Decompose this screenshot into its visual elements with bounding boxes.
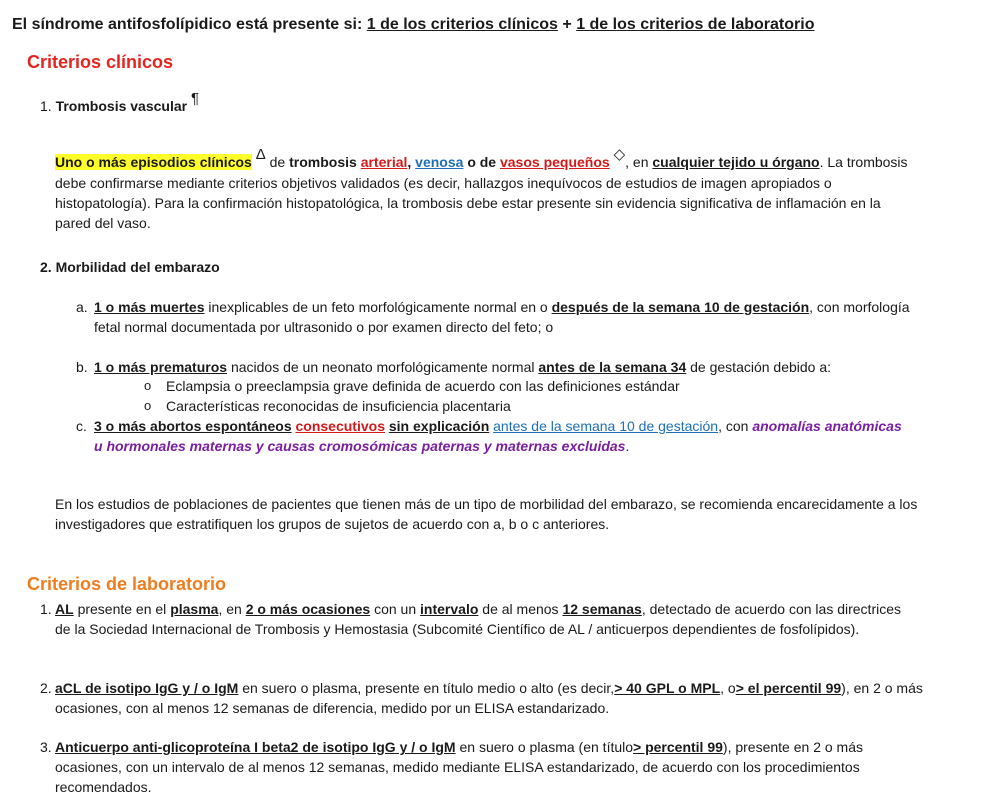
- any-tissue-term: cualquier tejido u órgano: [652, 154, 820, 170]
- text-o-de: o de: [467, 154, 497, 170]
- before-week-10-term: antes de la semana 10 de gestación: [493, 418, 719, 434]
- lab-item-2-text-2: , o: [720, 680, 736, 696]
- venosa-term: venosa: [415, 154, 464, 170]
- lab-criteria-link[interactable]: 1 de los criterios de laboratorio: [576, 16, 815, 33]
- stratification-note: En los estudios de poblaciones de pacientes que tienen más de un tipo de morbilidad del embarazo, se recomienda encarecidamente a los investigadores que estratifiquen los grupos de sujetos de acuerdo con a, b o c anteriores.: [55, 496, 918, 532]
- item-c-label: c.: [76, 418, 87, 434]
- plus-sign: +: [562, 16, 572, 33]
- comma: ,: [407, 154, 412, 170]
- lab-item-3-text-1: en suero o plasma (en título: [459, 739, 634, 755]
- acl-isotype-term: aCL de isotipo IgG y / o IgM: [55, 680, 239, 696]
- item-a-text: [94, 297, 914, 337]
- item-b-text: [94, 357, 914, 377]
- al-term: AL: [55, 601, 74, 617]
- excluded-causes-text: anomalías anatómicas u hormonales maternas y causas cromosómicas paternas y maternas excluidas: [94, 418, 902, 454]
- lab-item-2-text: [55, 678, 935, 718]
- lab-item-1-number: 1.: [40, 601, 52, 617]
- pilcrow-symbol: ¶: [190, 90, 200, 107]
- clinical-criteria-link[interactable]: 1 de los criterios clínicos: [366, 16, 558, 33]
- percentile-99-term: > percentil 99: [633, 739, 723, 755]
- twelve-weeks-term: 12 semanas: [562, 601, 642, 617]
- lab-item-1-text-2: , en: [218, 601, 242, 617]
- percentile-99-term: > el percentil 99: [735, 680, 842, 696]
- unexplained-term: sin explicación: [388, 418, 490, 434]
- lab-item-2-number: 2.: [40, 680, 52, 696]
- item-b-text-2: de gestación debido a:: [690, 359, 832, 375]
- clinical-item-1-title: [40, 90, 940, 117]
- arterial-term: arterial: [360, 154, 408, 170]
- interval-term: intervalo: [420, 601, 479, 617]
- abortions-term: 3 o más abortos espontáneos: [94, 418, 292, 434]
- list-item: o Eclampsia o preeclampsia grave definida de acuerdo con las definiciones estándar: [144, 376, 904, 396]
- vascular-thrombosis-title: Trombosis vascular: [55, 98, 188, 114]
- consecutive-term: consecutivos: [295, 418, 385, 434]
- anti-b2gpi-term: Anticuerpo anti-glicoproteína I beta2 de isotipo IgG y / o IgM: [55, 739, 456, 755]
- small-vessels-term: vasos pequeños: [499, 154, 610, 170]
- item-a-label: a.: [76, 299, 88, 315]
- header-line: [12, 14, 972, 36]
- gpl-mpl-term: > 40 GPL o MPL: [614, 680, 721, 696]
- lab-item-1-text: [55, 599, 915, 639]
- pregnancy-morbidity-title: Morbilidad del embarazo: [55, 259, 220, 275]
- lab-item-1-text-5: , detectado de acuerdo con las directrices de la Sociedad Internacional de Trombosis y Hemostasia (Subcomité Científico de AL / anticuerpos dependientes de fosfolípidos).: [55, 601, 902, 637]
- lab-criteria-heading: Criterios de laboratorio: [27, 574, 227, 594]
- lab-item-2-text-1: en suero o plasma, presente en título medio o alto (es decir,: [242, 680, 615, 696]
- item-b-label: b.: [76, 359, 88, 375]
- premature-term: 1 o más prematuros: [94, 359, 228, 375]
- diamond-symbol: ◇: [613, 146, 626, 163]
- delta-symbol: Δ: [255, 146, 266, 163]
- premature-causes-list: [144, 376, 904, 416]
- highlighted-episodes: Uno o más episodios clínicos: [55, 154, 252, 170]
- item-c-text-2: .: [625, 438, 630, 454]
- lab-item-1-text-3: con un: [374, 601, 417, 617]
- thrombosis-confirmation-text: . La trombosis debe confirmarse mediante criterios objetivos validados (es decir, hallazgos inequívocos de estudios de imagen apropiados o histopatología). Para la confirmación histopatológica, la trombosis debe estar presente sin evidencia significativa de inflamación en la pared del vaso.: [55, 154, 908, 231]
- item-b-text-1: nacidos de un neonato morfológicamente normal: [230, 359, 535, 375]
- lab-item-2-text-3: ), en 2 o más ocasiones, con al menos 12 semanas de diferencia, medido por un ELISA estandarizado.: [55, 680, 923, 716]
- clinical-item-2-title: [40, 257, 220, 277]
- text-de: de: [269, 154, 286, 170]
- fetal-deaths-term: 1 o más muertes: [94, 299, 205, 315]
- header-lead: El síndrome antifosfolípidico está presente si:: [12, 16, 363, 33]
- lab-item-1-text-1: presente en el: [77, 601, 167, 617]
- text-en: , en: [625, 154, 649, 170]
- clinical-criteria-heading: Criterios clínicos: [27, 52, 174, 72]
- clinical-item-1-body: [55, 146, 915, 233]
- week-10-term: después de la semana 10 de gestación: [551, 299, 810, 315]
- item-number: 1.: [40, 98, 52, 114]
- item-a-text-2: , con morfología fetal normal documentada por ultrasonido o por examen directo del feto; o: [94, 299, 910, 335]
- list-item: o Características reconocidas de insuficiencia placentaria: [144, 396, 904, 416]
- item-a-text-1: inexplicables de un feto morfológicamente normal en o: [208, 299, 548, 315]
- lab-item-3-number: 3.: [40, 739, 52, 755]
- lab-item-3-text-2: ), presente en 2 o más ocasiones, con un intervalo de al menos 12 semanas, medido mediante ELISA estandarizado, de acuerdo con los procedimientos recomendados.: [55, 739, 863, 795]
- item-number: 2.: [40, 259, 52, 275]
- lab-item-3-text: [55, 737, 925, 797]
- lab-item-1-text-4: de al menos: [482, 601, 559, 617]
- item-c-text: [94, 416, 914, 456]
- item-c-text-1: , con: [718, 418, 749, 434]
- week-34-term: antes de la semana 34: [538, 359, 687, 375]
- text-trombosis: trombosis: [289, 154, 357, 170]
- plasma-term: plasma: [170, 601, 219, 617]
- two-occasions-term: 2 o más ocasiones: [245, 601, 371, 617]
